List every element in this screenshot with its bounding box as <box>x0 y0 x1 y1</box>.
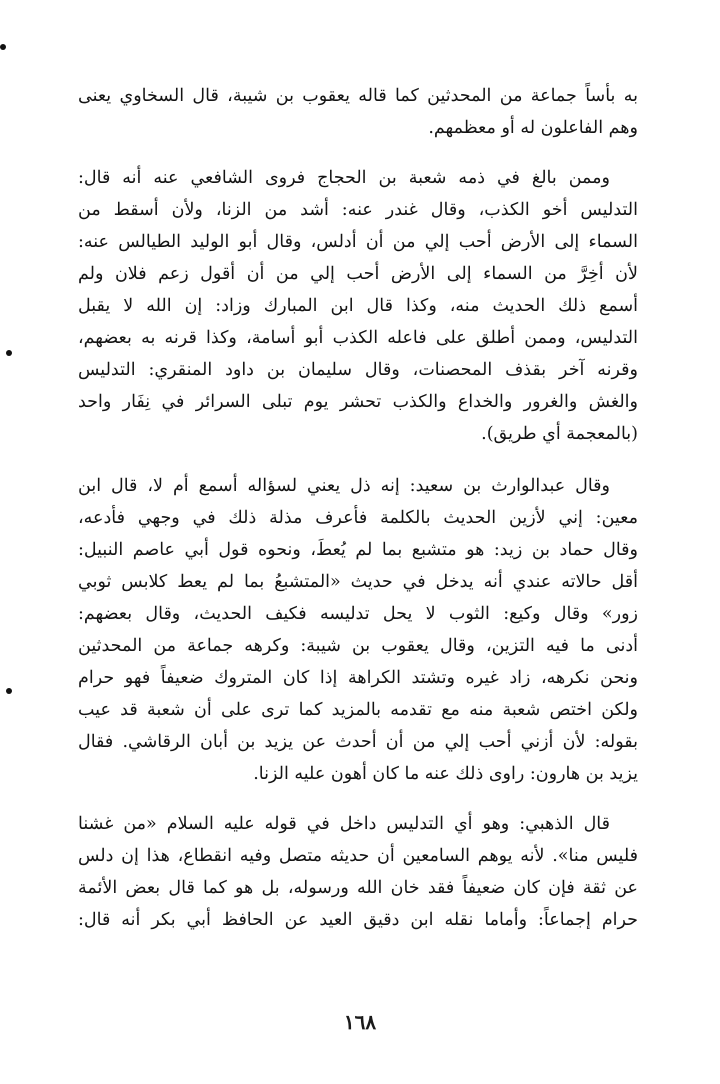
text-line: وممن بالغ في ذمه شعبة بن الحجاج فروى الشافعي عنه أنه قال: <box>78 168 610 188</box>
text-line: به بأساً جماعة من المحدثين كما قاله يعقوب بن شيبة، قال السخاوي يعنى <box>78 86 638 106</box>
text-line: بقوله: لأن أزني أحب إلي من أن أحدث عن يزيد بن أبان الرقاشي. فقال <box>78 732 638 752</box>
paragraph-4 <box>78 808 638 936</box>
text-line: يزيد بن هارون: راوى ذلك عنه ما كان أهون عليه الزنا. <box>253 764 638 784</box>
text-line: وقرنه آخر بقذف المحصنات، وقال سليمان بن داود المنقري: التدليس <box>78 360 638 380</box>
margin-dot <box>6 350 12 356</box>
paragraph-3 <box>78 470 638 790</box>
text-line: وهم الفاعلون له أو معظمهم. <box>428 118 638 138</box>
text-line: أدنى ما فيه التزين، وقال يعقوب بن شيبة: وكرهه جماعة من المحدثين <box>78 636 638 656</box>
text-line: التدليس أخو الكذب، وقال غندر عنه: أشد من الزنا، ولأن أسقط من <box>78 200 638 220</box>
text-line: التدليس، وممن أطلق على فاعله الكذب أبو أسامة، وكذا قرنه به بعضهم، <box>78 328 638 348</box>
text-line: قال الذهبي: وهو أي التدليس داخل في قوله عليه السلام «من غشنا <box>78 814 610 834</box>
paragraph-2 <box>78 162 638 450</box>
margin-dot <box>0 44 6 50</box>
text-line: والغش والغرور والخداع والكذب تحشر يوم تبلى السرائر في نِفَار واحد <box>78 392 638 412</box>
page-number: ١٦٨ <box>343 1010 377 1034</box>
margin-dot <box>6 688 12 694</box>
text-line: أسمع ذلك الحديث منه، وكذا قال ابن المبارك وزاد: إن الله لا يقبل <box>78 296 638 316</box>
text-line: وقال حماد بن زيد: هو متشبع بما لم يُعطَ، ونحوه قول أبي عاصم النبيل: <box>78 540 638 560</box>
text-line: أقل حالاته عندي أنه يدخل في حديث «المتشبعُ بما لم يعط كلابس ثوبي <box>78 572 638 592</box>
text-line: زور» وقال وكيع: الثوب لا يحل تدليسه فكيف الحديث، وقال بعضهم: <box>78 604 638 624</box>
text-line: عن ثقة فإن كان ضعيفاً فقد خان الله ورسوله، بل هو كما قال بعض الأئمة <box>78 878 638 898</box>
text-line: لأن أخِرَّ من السماء إلى الأرض أحب إلي من أن أقول زعم فلان ولم <box>78 264 638 284</box>
text-line: (بالمعجمة أي طريق). <box>481 424 638 444</box>
paragraph-1 <box>78 80 638 144</box>
text-line: وقال عبدالوارث بن سعيد: إنه ذل يعني لسؤاله أسمع أم لا، قال ابن <box>78 476 610 496</box>
text-line: ونحن نكرهه، زاد غيره وتشتد الكراهة إذا كان المتروك ضعيفاً فهو حرام <box>78 668 638 688</box>
text-line: حرام إجماعاً: وأماما نقله ابن دقيق العيد عن الحافظ أبي بكر أنه قال: <box>78 910 638 930</box>
page-body <box>78 80 638 936</box>
text-line: ولكن اختص شعبة منه مع تقدمه بالمزيد كما ترى على أن شعبة قد عيب <box>78 700 638 720</box>
text-line: السماء إلى الأرض أحب إلي من أن أدلس، وقال أبو الوليد الطيالس عنه: <box>78 232 638 252</box>
text-line: فليس منا». لأنه يوهم السامعين أن حديثه متصل وفيه انقطاع، هذا إن دلس <box>78 846 638 866</box>
text-line: معين: إني لأزين الحديث بالكلمة فأعرف مذلة ذلك في وجهي فأدعه، <box>78 508 638 528</box>
